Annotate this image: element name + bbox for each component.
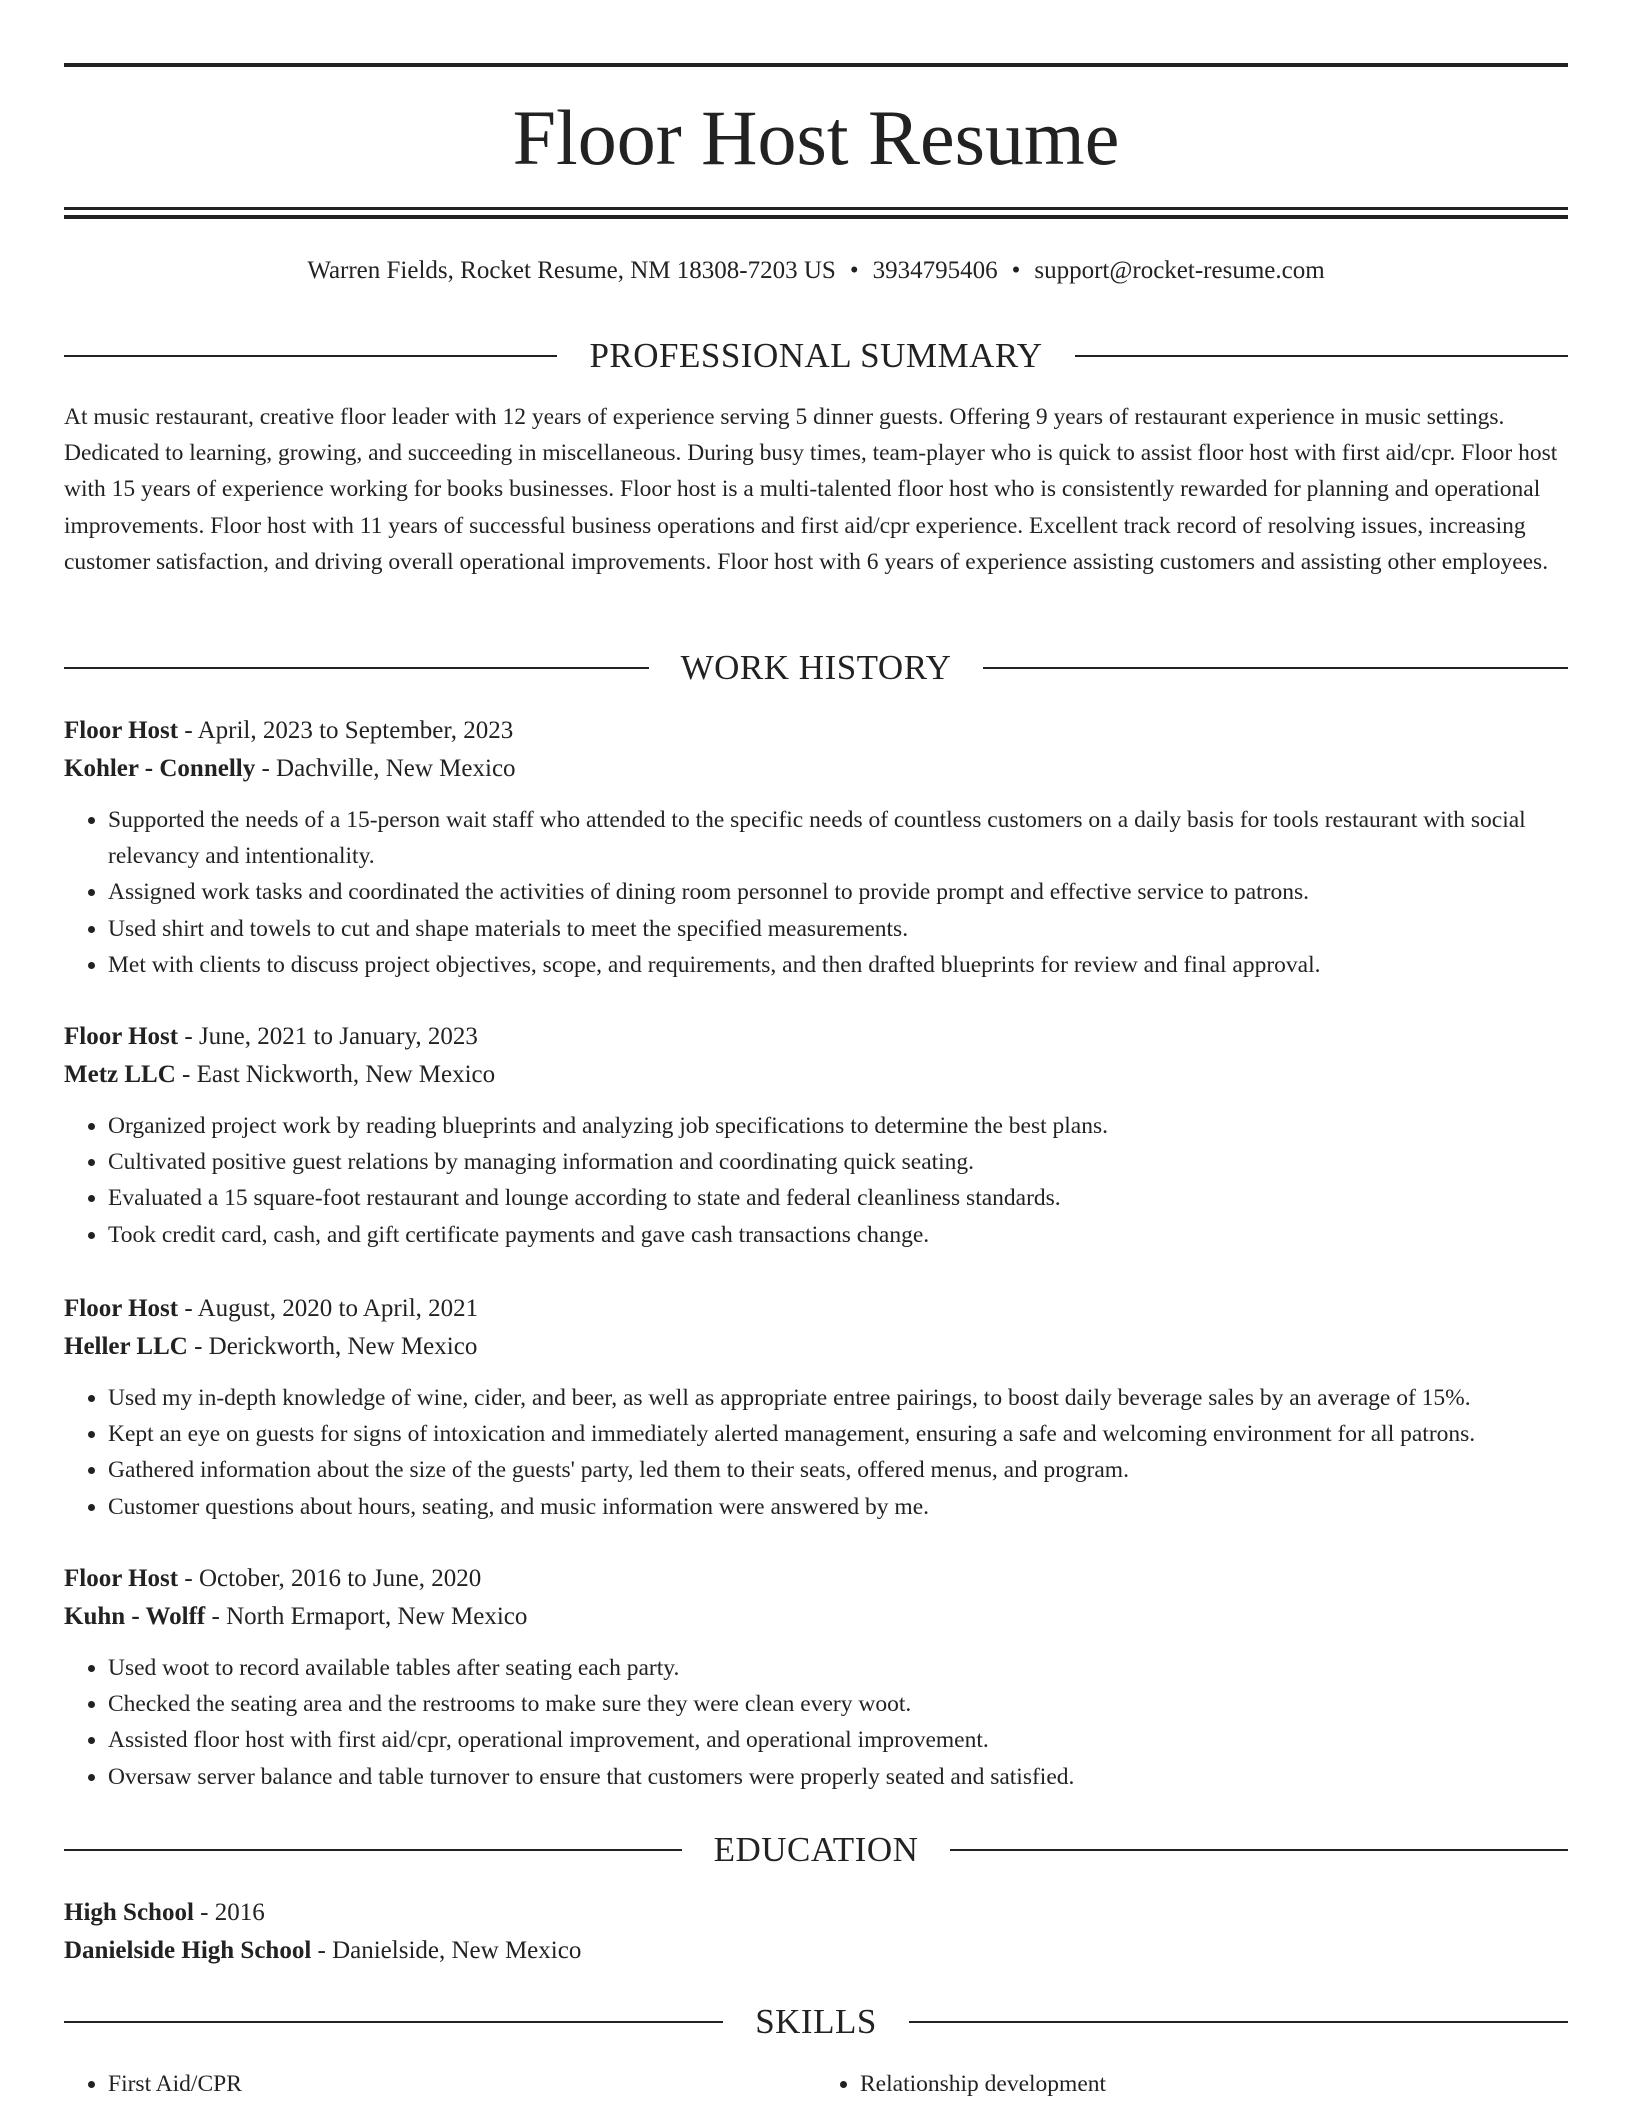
list-item: • Assisted floor host with first aid/cpr, operational improvement, and operational improvement. <box>108 1722 1568 1758</box>
job-entry <box>64 1018 1568 1253</box>
list-item: • Gathered information about the size of the guests' party, led them to their seats, offered menus, and program. <box>108 1452 1568 1488</box>
job-dates: - October, 2016 to June, 2020 <box>178 1565 482 1592</box>
job-company-row <box>64 1598 1568 1636</box>
job-title: Floor Host <box>64 1023 179 1050</box>
section-header-skills <box>64 2002 1568 2042</box>
list-item: • Used woot to record available tables after seating each party. <box>108 1650 1568 1686</box>
list-item: • First Aid/CPR <box>108 2066 816 2102</box>
title-rule-lower <box>64 215 1568 219</box>
section-rule <box>64 355 557 357</box>
education-school-row <box>64 1932 1568 1970</box>
job-title: Floor Host <box>64 717 179 744</box>
job-dates: - August, 2020 to April, 2021 <box>178 1295 479 1322</box>
job-bullets <box>64 1650 1568 1795</box>
list-item: • Took credit card, cash, and gift certificate payments and gave cash transactions change. <box>108 1217 1568 1253</box>
list-item: • Evaluated a 15 square-foot restaurant and lounge according to state and federal cleanliness standards. <box>108 1180 1568 1216</box>
job-bullets <box>64 1380 1568 1525</box>
job-location: - North Ermaport, New Mexico <box>205 1603 528 1630</box>
job-company: Metz LLC <box>64 1061 176 1088</box>
list-item: • Relationship development <box>860 2066 1568 2102</box>
section-rule <box>983 667 1568 669</box>
job-company-row <box>64 750 1568 788</box>
section-title: EDUCATION <box>713 1830 919 1869</box>
section-title: SKILLS <box>755 2002 877 2041</box>
section-title: WORK HISTORY <box>680 648 952 687</box>
list-item: • Checked the seating area and the restrooms to make sure they were clean every woot. <box>108 1686 1568 1722</box>
section-rule <box>64 667 649 669</box>
list-item: • Cultivated positive guest relations by managing information and coordinating quick seating. <box>108 1144 1568 1180</box>
job-dates: - April, 2023 to September, 2023 <box>178 717 514 744</box>
job-location: - Derickworth, New Mexico <box>187 1333 478 1360</box>
job-bullets <box>64 1108 1568 1253</box>
education-degree-row <box>64 1894 1568 1932</box>
education-degree: High School <box>64 1899 194 1926</box>
list-item: • Used shirt and towels to cut and shape materials to meet the specified measurements. <box>108 911 1568 947</box>
summary-text: At music restaurant, creative floor leader with 12 years of experience serving 5 dinner guests. Offering 9 years of restaurant experience in music settings. Dedicated to learning, growing, and succeeding in miscellaneous. During busy times, team-player who is quick to assist floor host with first aid/cpr. Floor host with 15 years of experience working for books businesses. Floor host is a multi-talented floor host who is consistently rewarded for planning and operational improvements. Floor host with 11 years of successful business operations and first aid/cpr experience. Excellent track record of resolving issues, increasing customer satisfaction, and driving overall operational improvements. Floor host with 6 years of experience assisting customers and assisting other employees. <box>64 404 1558 575</box>
list-item: • Customer questions about hours, seating, and music information were answered by me. <box>108 1489 1568 1525</box>
education-school: Danielside High School <box>64 1937 312 1964</box>
skills-column-left <box>64 2066 816 2102</box>
title-rule-upper <box>64 207 1568 210</box>
job-title: Floor Host <box>64 1295 179 1322</box>
section-rule <box>950 1849 1568 1851</box>
job-entry <box>64 1290 1568 1525</box>
job-company: Kohler - Connelly <box>64 755 256 782</box>
job-location: - East Nickworth, New Mexico <box>175 1061 496 1088</box>
education-location: - Danielside, New Mexico <box>311 1937 582 1964</box>
job-title-row <box>64 1560 1568 1598</box>
section-rule <box>64 1849 682 1851</box>
section-header-education <box>64 1830 1568 1870</box>
section-header-summary <box>64 336 1568 376</box>
list-item: • Organized project work by reading blueprints and analyzing job specifications to determine the best plans. <box>108 1108 1568 1144</box>
education-entry <box>64 1894 1568 1970</box>
list-item: • Assigned work tasks and coordinated the activities of dining room personnel to provide prompt and effective service to patrons. <box>108 874 1568 910</box>
job-company-row <box>64 1056 1568 1094</box>
job-company: Heller LLC <box>64 1333 188 1360</box>
contact-line <box>64 254 1568 288</box>
list-item: • Supported the needs of a 15-person wait staff who attended to the specific needs of countless customers on a daily basis for tools restaurant with social relevancy and intentionality. <box>108 802 1568 874</box>
job-company: Kuhn - Wolff <box>64 1603 206 1630</box>
job-company-row <box>64 1328 1568 1366</box>
section-header-work <box>64 648 1568 688</box>
job-entry <box>64 1560 1568 1795</box>
contact-email: support@rocket-resume.com <box>1034 257 1325 284</box>
list-item: • Met with clients to discuss project objectives, scope, and requirements, and then drafted blueprints for review and final approval. <box>108 947 1568 983</box>
section-title: PROFESSIONAL SUMMARY <box>589 336 1043 375</box>
job-title-row <box>64 1290 1568 1328</box>
contact-separator: • <box>1011 257 1021 284</box>
job-title-row <box>64 712 1568 750</box>
skills-list <box>64 2066 1568 2102</box>
section-rule <box>1075 355 1568 357</box>
skills-column-right <box>816 2066 1568 2102</box>
job-entry <box>64 712 1568 983</box>
job-location: - Dachville, New Mexico <box>255 755 516 782</box>
job-bullets <box>64 802 1568 983</box>
list-item: • Oversaw server balance and table turnover to ensure that customers were properly seated and satisfied. <box>108 1759 1568 1795</box>
education-year: - 2016 <box>193 1899 265 1926</box>
section-rule <box>909 2021 1568 2023</box>
contact-separator: • <box>849 257 859 284</box>
list-item: • Kept an eye on guests for signs of intoxication and immediately alerted management, ensuring a safe and welcoming environment for all patrons. <box>108 1416 1568 1452</box>
job-dates: - June, 2021 to January, 2023 <box>178 1023 478 1050</box>
contact-phone: 3934795406 <box>872 257 998 284</box>
top-rule <box>64 63 1568 67</box>
job-title-row <box>64 1018 1568 1056</box>
section-rule <box>64 2021 723 2023</box>
resume-title: Floor Host Resume <box>512 94 1120 181</box>
contact-address: Warren Fields, Rocket Resume, NM 18308-7203 US <box>307 257 836 284</box>
list-item: • Used my in-depth knowledge of wine, cider, and beer, as well as appropriate entree pairings, to boost daily beverage sales by an average of 15%. <box>108 1380 1568 1416</box>
job-title: Floor Host <box>64 1565 179 1592</box>
